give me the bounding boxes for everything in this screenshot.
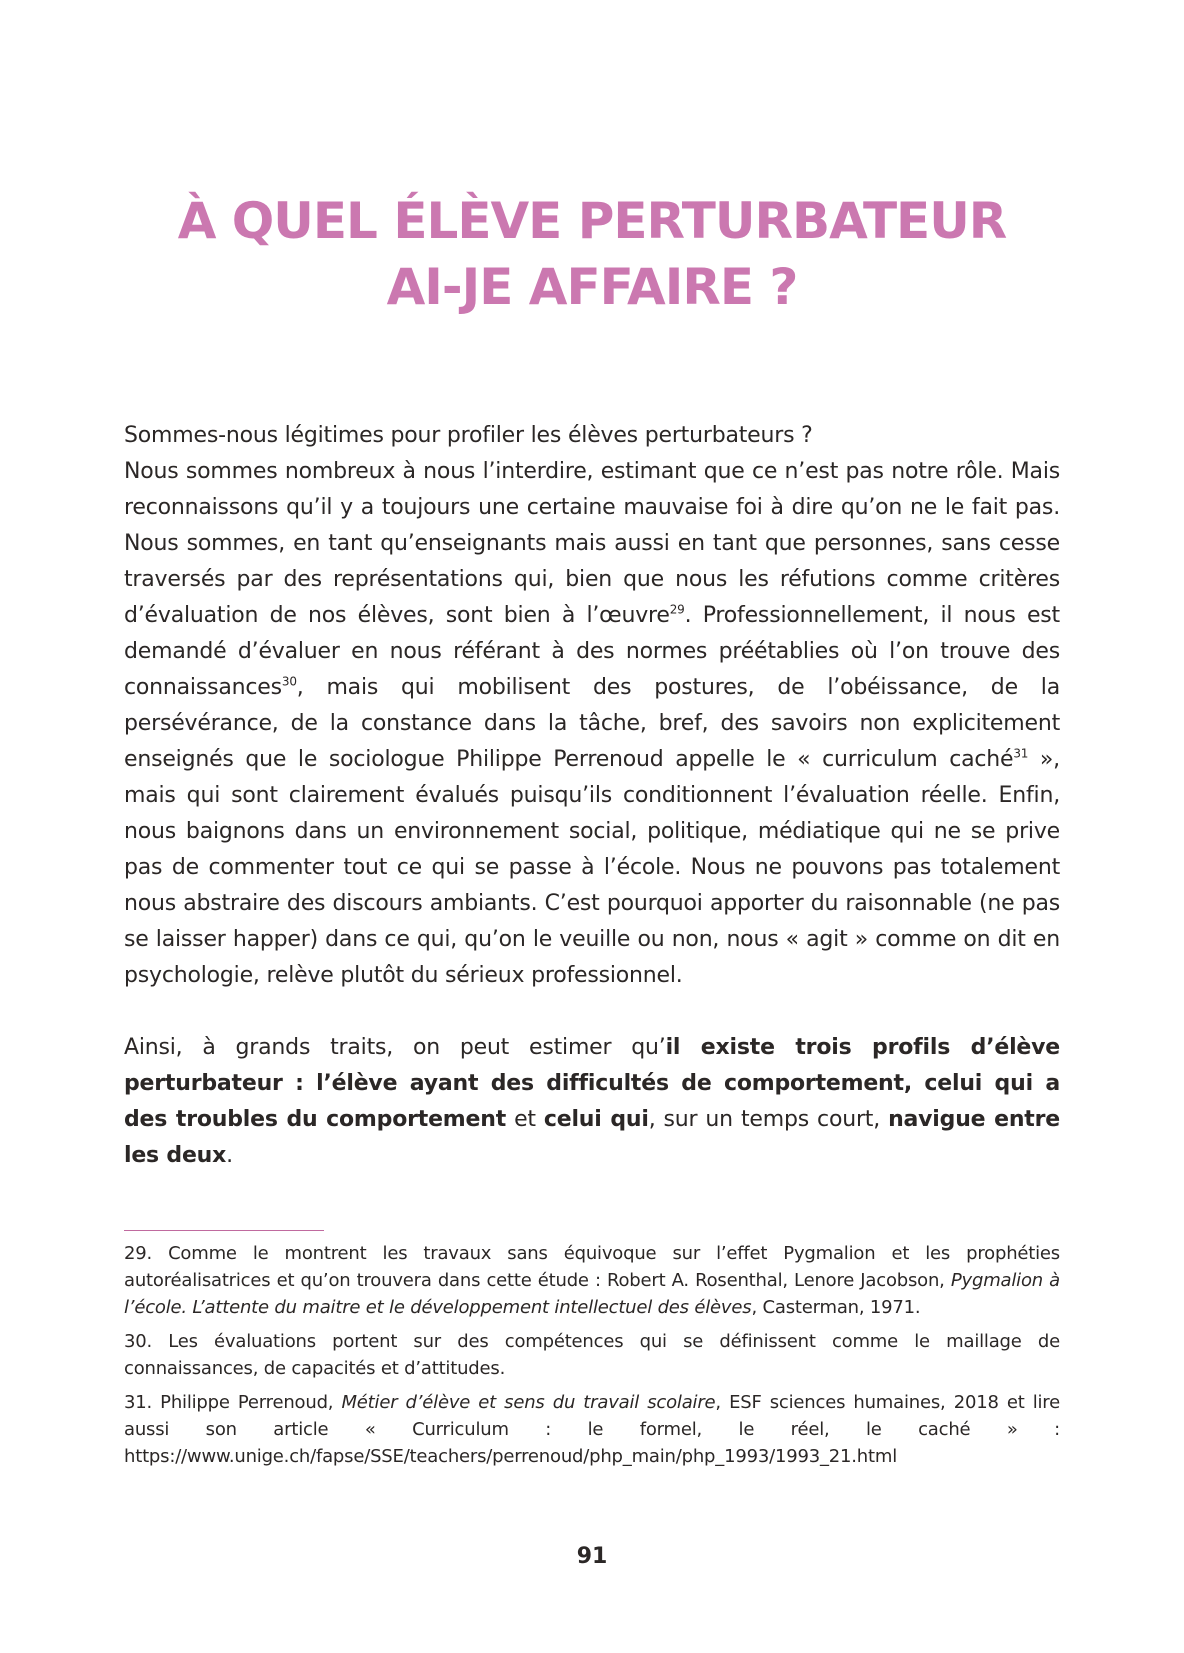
footnote-31-text: 31. Philippe Perrenoud, — [124, 1392, 342, 1413]
paragraph-2-text-c: , sur un temps court, — [648, 1107, 889, 1132]
footnote-29 — [124, 1240, 1060, 1321]
chapter-title-line-1: À QUEL ÉLÈVE PERTURBATEUR — [177, 192, 1007, 250]
footnote-31 — [124, 1389, 1060, 1470]
paragraph-1-text-d: », mais qui sont clairement évalués puisqu’ils conditionnent l’évaluation réelle. Enfin, nous baignons dans un environnement social, politique, médiatique qui ne se prive pas de commenter tout ce qui se passe à l’école. Nous ne pouvons pas totalement nous abstraire des discours ambiants. C’est pourquoi apporter du raisonnable (ne pas se laisser happer) dans ce qui, qu’on le veuille ou non, nous « agit » comme on dit en psychologie, relève plutôt du sérieux professionnel. — [124, 747, 1060, 988]
paragraph-2-bold-b: celui qui — [543, 1107, 649, 1132]
footnote-29-text: 29. Comme le montrent les travaux sans équivoque sur l’effet Pygmalion et les prophéties autoréalisatrices et qu’on trouvera dans cette étude : Robert A. Rosenthal, Lenore Jacobson, — [124, 1243, 1060, 1291]
paragraph-2-text-d: . — [226, 1143, 233, 1168]
footnote-divider — [124, 1230, 324, 1231]
chapter-title — [124, 188, 1060, 320]
paragraph-2-bold-a: il existe trois profils d’élève perturbateur : l’élève ayant des difficultés de comportement, celui qui a des troubles du comportement — [124, 1035, 1061, 1132]
footnote-31-book-title: Métier d’élève et sens du travail scolaire — [341, 1392, 716, 1413]
chapter-title-line-2: AI-JE AFFAIRE ? — [386, 258, 798, 316]
paragraph-1-text-c: , mais qui mobilisent des postures, de l’obéissance, de la persévérance, de la constance dans la tâche, bref, des savoirs non explicitement enseignés que le sociologue Philippe Perrenoud appelle le « curriculum caché — [124, 675, 1060, 772]
footnote-29-book-title: Pygmalion à l’école. L’attente du maitre et le développement intellectuel des élèves — [124, 1270, 1060, 1318]
paragraph-1-text-b: . Professionnellement, il nous est demandé d’évaluer en nous référant à des normes préétablies où l’on trouve des connaissances — [124, 603, 1060, 700]
paragraph-1-text-a: Nous sommes nombreux à nous l’interdire, estimant que ce n’est pas notre rôle. Mais reconnaissons qu’il y a toujours une certaine mauvaise foi à dire qu’on ne le fait pas. Nous sommes, en tant qu’enseignants mais aussi en tant que personnes, sans cesse traversés par des représentations qui, bien que nous les réfutions comme critères d’évaluation de nos élèves, sont bien à l’œuvre — [124, 459, 1060, 628]
paragraph-2 — [124, 1030, 1060, 1174]
page-number: 91 — [576, 1544, 608, 1569]
paragraph-1 — [124, 418, 1060, 994]
footnote-31-reference: , ESF sciences humaines, 2018 et lire aussi son article « Curriculum : le formel, le réel, le caché » : https://www.unige.ch/fapse/SSE/teachers/perrenoud/php_main/php_1993/1993_21.html — [124, 1392, 1060, 1467]
footnote-ref-29[interactable]: 29 — [669, 602, 685, 617]
body-text — [124, 418, 1060, 1174]
paragraph-1-first-line: Sommes-nous légitimes pour profiler les élèves perturbateurs ? — [124, 423, 813, 448]
footnote-29-publisher: , Casterman, 1971. — [751, 1297, 921, 1318]
paragraph-2-bold-c: navigue entre les deux — [124, 1107, 1060, 1168]
footnote-ref-30[interactable]: 30 — [281, 674, 297, 689]
paragraph-2-text-a: Ainsi, à grands traits, on peut estimer qu’ — [124, 1035, 666, 1060]
footnote-30 — [124, 1328, 1060, 1382]
paragraph-2-text-b: et — [506, 1107, 544, 1132]
footnotes — [124, 1240, 1060, 1477]
footnote-30-text: 30. Les évaluations portent sur des compétences qui se définissent comme le maillage de connaissances, de capacités et d’attitudes. — [124, 1331, 1060, 1379]
footnote-ref-31[interactable]: 31 — [1013, 746, 1029, 761]
